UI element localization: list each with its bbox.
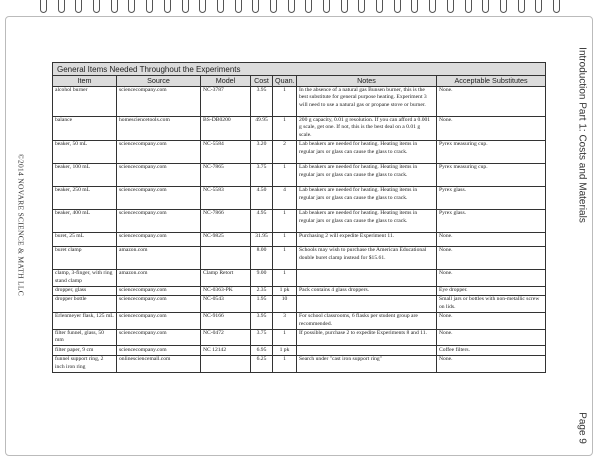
notes-cell: Lab beakers are needed for heating. Heating items in regular jars or glass can cause the glass to crack.: [297, 209, 437, 232]
notes-cell: [297, 269, 437, 286]
cost-cell: 8.00: [251, 246, 273, 269]
cost-cell: 3.75: [251, 163, 273, 186]
table-title-row: [53, 63, 546, 76]
cost-cell: 4.95: [251, 209, 273, 232]
cost-cell: 3.75: [251, 329, 273, 346]
notes-cell: 200 g capacity, 0.01 g resolution. If you can afford a 0.001 g scale, get one. If not, this is the best deal on a 0.01 g scale.: [297, 116, 437, 140]
quantity-cell: 1: [273, 209, 297, 232]
notes-cell: If possible, purchase 2 to expedite Experiments 8 and 11.: [297, 329, 437, 346]
notes-cell: Lab beakers are needed for heating. Heating items in regular jars or glass can cause the glass to crack.: [297, 140, 437, 163]
model-cell: NC-0472: [201, 329, 251, 346]
table-row: [53, 140, 546, 163]
source-cell: sciencecompany.com: [117, 186, 201, 209]
source-cell: sciencecompany.com: [117, 329, 201, 346]
item-cell: buret, 25 mL: [53, 232, 117, 246]
table-row: [53, 209, 546, 232]
source-cell: sciencecompany.com: [117, 209, 201, 232]
notes-cell: Search under "cast iron support ring": [297, 355, 437, 372]
notes-cell: Schools may wish to purchase the American Educational double buret clamp instead for $15.61.: [297, 246, 437, 269]
table-row: [53, 86, 546, 116]
model-cell: NC-7866: [201, 209, 251, 232]
notes-cell: Pack contains 4 glass droppers.: [297, 286, 437, 295]
item-cell: clamp, 3-finger, with ring stand clamp: [53, 269, 117, 286]
quantity-cell: 1: [273, 246, 297, 269]
table-row: [53, 246, 546, 269]
cost-cell: 6.25: [251, 355, 273, 372]
table-row: [53, 355, 546, 372]
item-cell: filter paper, 9 cm: [53, 346, 117, 355]
item-cell: beaker, 250 mL: [53, 186, 117, 209]
quantity-cell: 1: [273, 86, 297, 116]
substitutes-cell: None.: [437, 355, 546, 372]
source-cell: homesciencetools.com: [117, 116, 201, 140]
substitutes-cell: None.: [437, 329, 546, 346]
source-cell: sciencecompany.com: [117, 163, 201, 186]
quantity-cell: 1: [273, 329, 297, 346]
source-cell: sciencecompany.com: [117, 312, 201, 329]
column-header-item: Item: [53, 76, 117, 87]
cost-cell: 3.20: [251, 140, 273, 163]
model-cell: Clamp Retort: [201, 269, 251, 286]
item-cell: dropper bottle: [53, 295, 117, 312]
source-cell: sciencecompany.com: [117, 346, 201, 355]
model-cell: NC-5584: [201, 140, 251, 163]
table-row: [53, 286, 546, 295]
item-cell: alcohol burner: [53, 86, 117, 116]
source-cell: sciencecompany.com: [117, 295, 201, 312]
source-cell: onlinesciencemall.com: [117, 355, 201, 372]
source-cell: sciencecompany.com: [117, 86, 201, 116]
table-row: [53, 232, 546, 246]
source-cell: sciencecompany.com: [117, 286, 201, 295]
model-cell: NC-9166: [201, 312, 251, 329]
notes-cell: For school classrooms, 6 flasks per student group are recommended.: [297, 312, 437, 329]
model-cell: [201, 246, 251, 269]
table-header-row: [53, 76, 546, 87]
table-row: [53, 312, 546, 329]
cost-cell: 3.95: [251, 312, 273, 329]
substitutes-cell: Pyrex measuring cup.: [437, 163, 546, 186]
quantity-cell: 1 pk: [273, 346, 297, 355]
substitutes-cell: Eye dropper.: [437, 286, 546, 295]
column-header-quantity: Quan.: [273, 76, 297, 87]
table-row: [53, 186, 546, 209]
table-row: [53, 329, 546, 346]
cost-cell: 1.95: [251, 295, 273, 312]
notes-cell: [297, 346, 437, 355]
item-cell: balance: [53, 116, 117, 140]
substitutes-cell: None.: [437, 86, 546, 116]
model-cell: NC-0363-PK: [201, 286, 251, 295]
item-cell: buret clamp: [53, 246, 117, 269]
quantity-cell: 3: [273, 312, 297, 329]
model-cell: [201, 355, 251, 372]
column-header-substitutes: Acceptable Substitutes: [437, 76, 546, 87]
substitutes-cell: Pyrex glass.: [437, 186, 546, 209]
cost-cell: 49.95: [251, 116, 273, 140]
substitutes-cell: None.: [437, 269, 546, 286]
substitutes-cell: Pyrex glass.: [437, 209, 546, 232]
table-title: General Items Needed Throughout the Experiments: [53, 63, 546, 76]
table-row: [53, 346, 546, 355]
model-cell: NC-3787: [201, 86, 251, 116]
cost-cell: 3.95: [251, 86, 273, 116]
notes-cell: Purchasing 2 will expedite Experiment 11.: [297, 232, 437, 246]
substitutes-cell: None.: [437, 312, 546, 329]
source-cell: sciencecompany.com: [117, 140, 201, 163]
substitutes-cell: None.: [437, 116, 546, 140]
table-row: [53, 295, 546, 312]
quantity-cell: 1: [273, 232, 297, 246]
quantity-cell: 4: [273, 186, 297, 209]
item-cell: filter funnel, glass, 50 mm: [53, 329, 117, 346]
model-cell: BS-DB0200: [201, 116, 251, 140]
item-cell: Erlenmeyer flask, 125 mL: [53, 312, 117, 329]
table-row: [53, 163, 546, 186]
quantity-cell: 10: [273, 295, 297, 312]
page-number: Page 9: [576, 412, 588, 444]
notes-cell: [297, 295, 437, 312]
copyright-sidebar: [14, 60, 28, 390]
quantity-cell: 1 pk: [273, 286, 297, 295]
page-number-sidebar: [574, 408, 590, 448]
source-cell: amazon.com: [117, 246, 201, 269]
spiral-binding: [40, 0, 560, 14]
notes-cell: Lab beakers are needed for heating. Heating items in regular jars or glass can cause the glass to crack.: [297, 186, 437, 209]
section-title: Introduction Part 1: Costs and Materials: [576, 47, 588, 223]
substitutes-cell: Pyrex measuring cup.: [437, 140, 546, 163]
model-cell: NC-0543: [201, 295, 251, 312]
substitutes-cell: None.: [437, 232, 546, 246]
cost-cell: 9.00: [251, 269, 273, 286]
cost-cell: 6.95: [251, 346, 273, 355]
source-cell: sciencecompany.com: [117, 232, 201, 246]
cost-cell: 4.50: [251, 186, 273, 209]
table-row: [53, 116, 546, 140]
model-cell: NC-7865: [201, 163, 251, 186]
quantity-cell: 1: [273, 163, 297, 186]
item-cell: dropper, glass: [53, 286, 117, 295]
substitutes-cell: None.: [437, 246, 546, 269]
item-cell: beaker, 50 mL: [53, 140, 117, 163]
notes-cell: In the absence of a natural gas Bunsen burner, this is the best substitute for general purpose heating. Experiment 3 will need to use a natural gas or propane stove or burner.: [297, 86, 437, 116]
copyright-text: ©2014 NOVARE SCIENCE & MATH LLC: [16, 153, 26, 297]
cost-cell: 31.95: [251, 232, 273, 246]
substitutes-cell: Small jars or bottles with non-metallic screw on lids.: [437, 295, 546, 312]
cost-cell: 2.35: [251, 286, 273, 295]
quantity-cell: 1: [273, 269, 297, 286]
column-header-cost: Cost: [251, 76, 273, 87]
quantity-cell: 1: [273, 116, 297, 140]
notes-cell: Lab beakers are needed for heating. Heating items in regular jars or glass can cause the glass to crack.: [297, 163, 437, 186]
source-cell: amazon.com: [117, 269, 201, 286]
substitutes-cell: Coffee filters.: [437, 346, 546, 355]
item-cell: funnel support ring, 2 inch iron ring: [53, 355, 117, 372]
column-header-source: Source: [117, 76, 201, 87]
item-cell: beaker, 100 mL: [53, 163, 117, 186]
quantity-cell: 1: [273, 355, 297, 372]
item-cell: beaker, 400 mL: [53, 209, 117, 232]
quantity-cell: 2: [273, 140, 297, 163]
model-cell: NC-9825: [201, 232, 251, 246]
materials-table: [52, 62, 546, 373]
column-header-notes: Notes: [297, 76, 437, 87]
section-title-sidebar: [574, 47, 590, 223]
table-body: [53, 86, 546, 372]
table-row: [53, 269, 546, 286]
column-header-model: Model: [201, 76, 251, 87]
model-cell: NC 12142: [201, 346, 251, 355]
model-cell: NC-5583: [201, 186, 251, 209]
